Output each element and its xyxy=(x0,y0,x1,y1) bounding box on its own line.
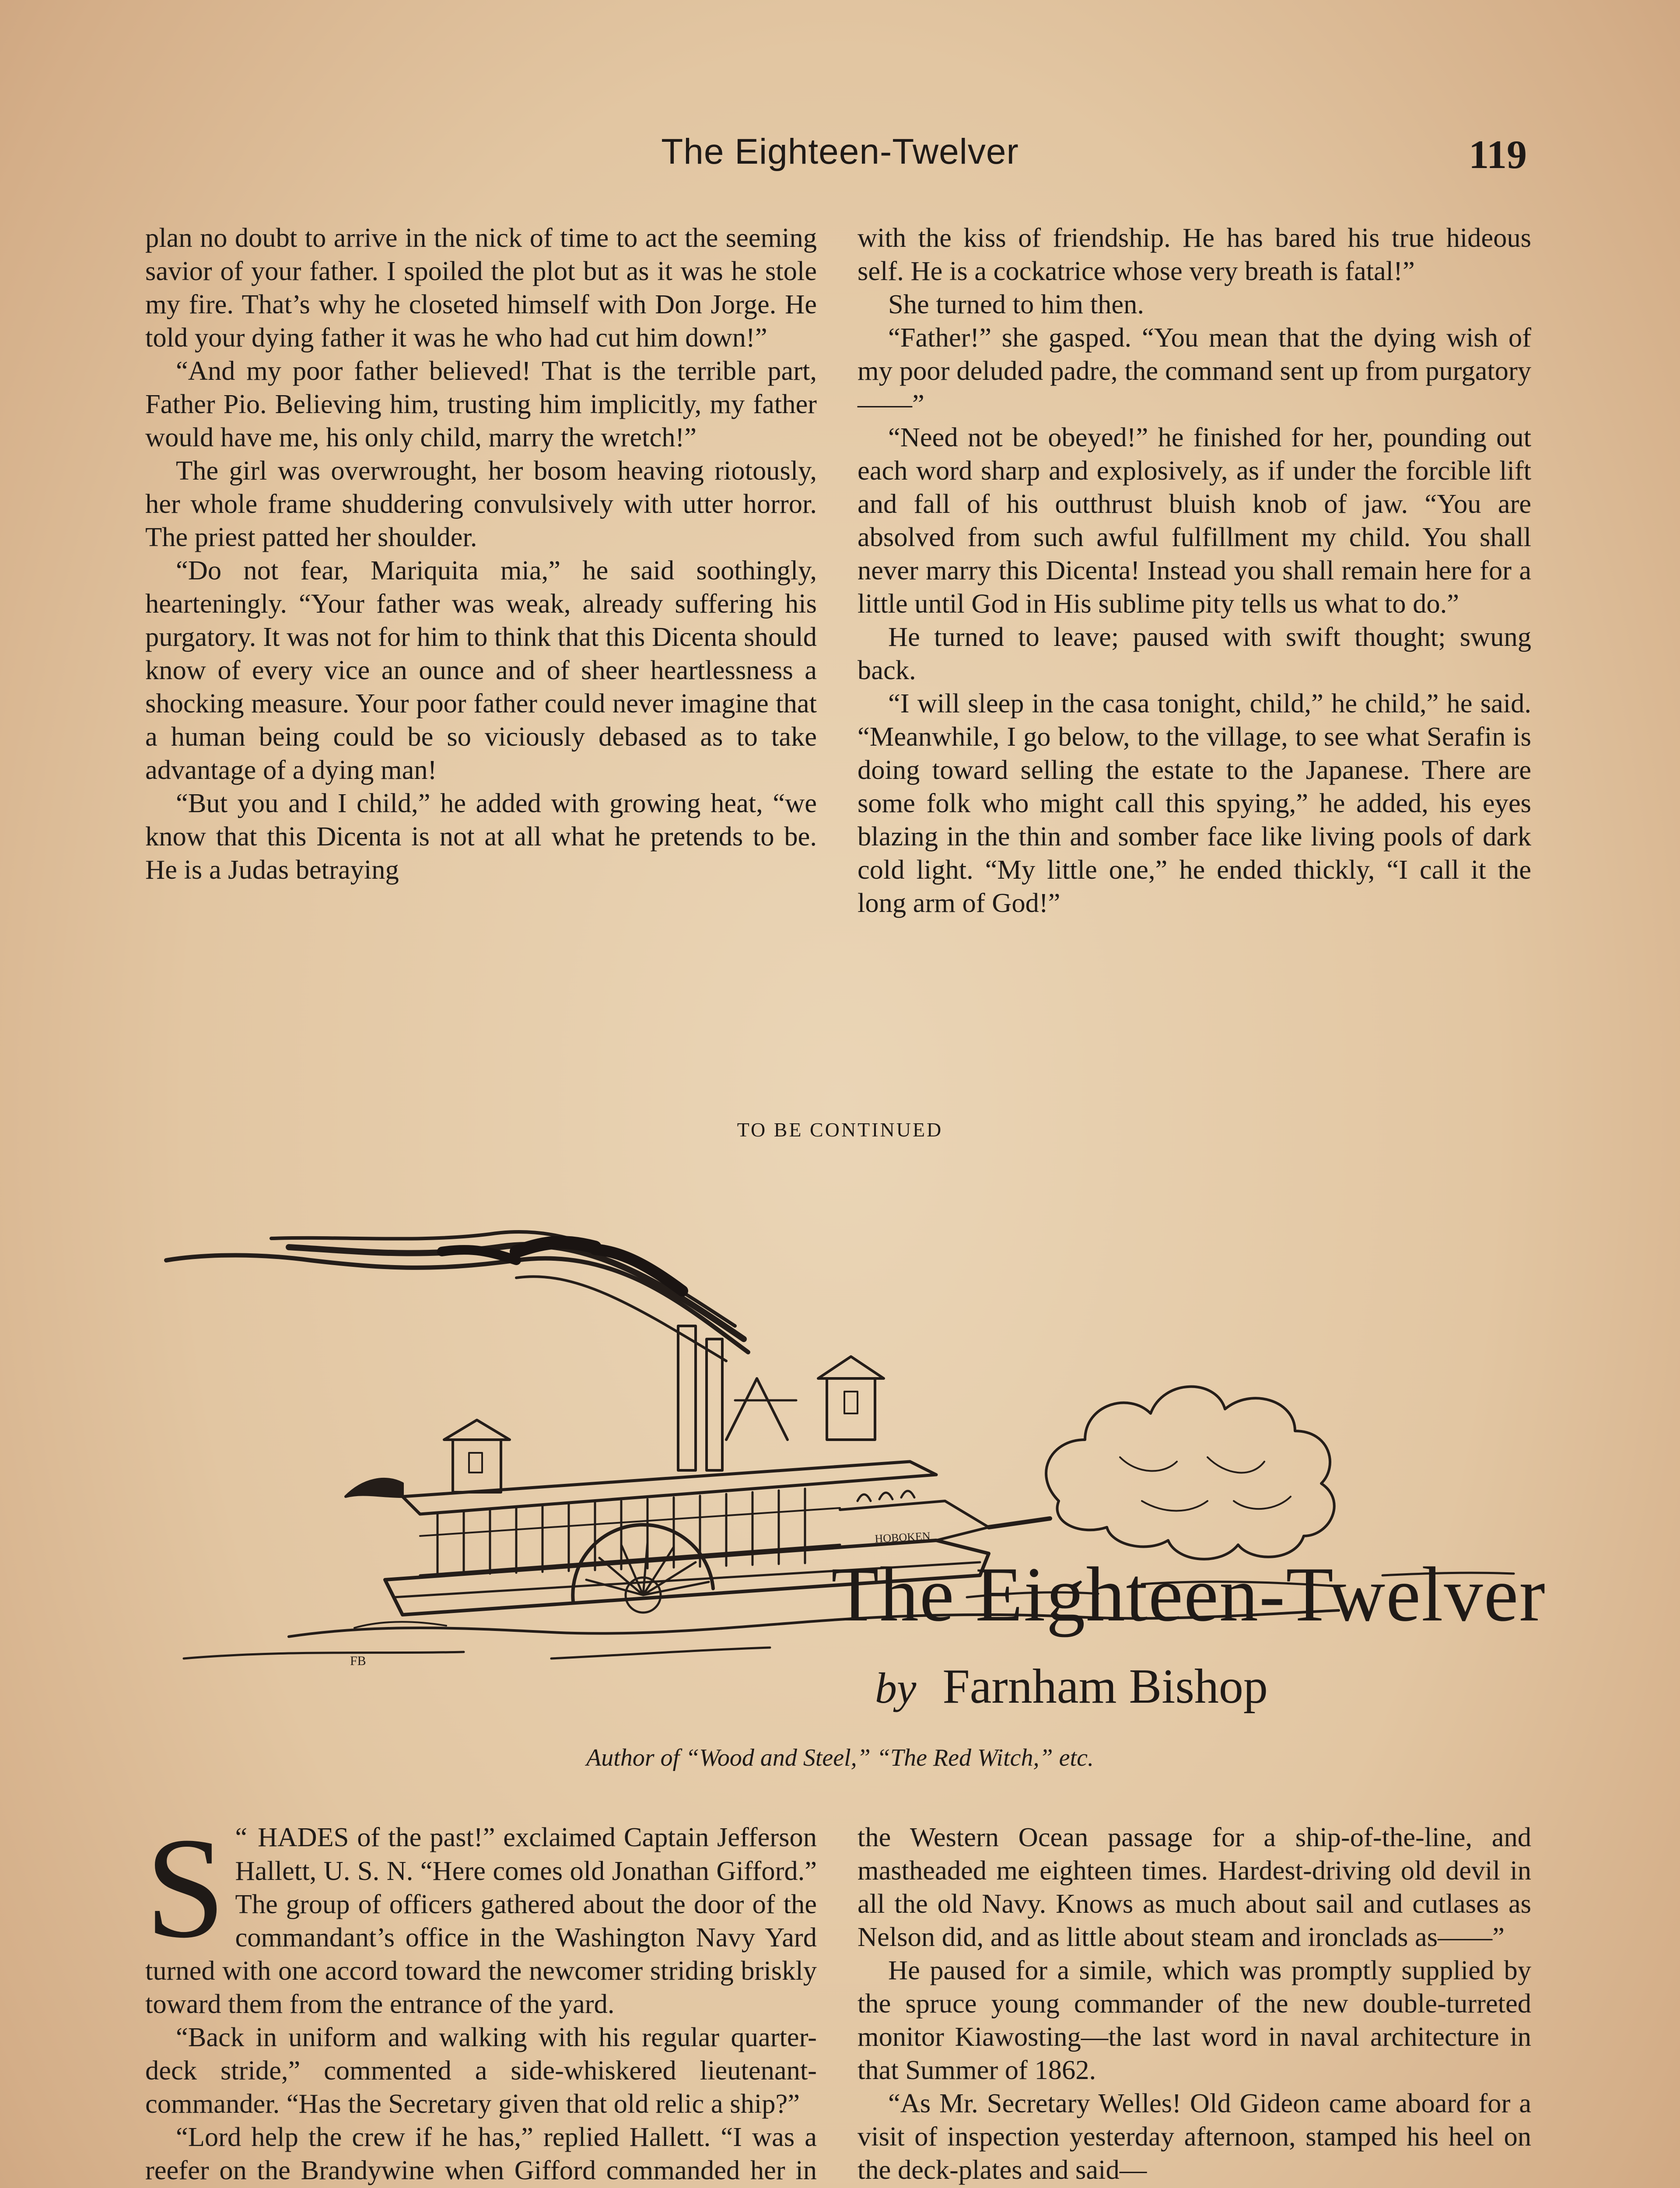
drop-cap: S xyxy=(145,1808,226,1968)
paragraph: “As Mr. Secretary Welles! Old Gideon came aboard for a visit of inspection yesterday afternoon, stamped his heel on the deck-plates and said— xyxy=(858,2088,1531,2185)
paragraph: HADES of the past!” exclaimed Captain Jefferson Hallett, U. S. N. “Here comes old Jonathan Gifford.” The group of officers gathered about the door of the commandant’s office in the Washington Navy Yard turned with one accord toward the newcomer striding briskly toward them from the entrance of the yard. xyxy=(145,1822,817,2019)
paragraph: “And my poor father believed! That is the terrible part, Father Pio. Believing him, trusting him implicitly, my father would have me, his only child, marry the wretch!” xyxy=(145,355,817,452)
to-be-continued: TO BE CONTINUED xyxy=(737,1119,943,1141)
byline xyxy=(875,1659,1268,1715)
cannon-smoke xyxy=(1046,1387,1334,1559)
author-note: Author of “Wood and Steel,” “The Red Witch,” etc. xyxy=(586,1744,1094,1771)
paragraph: the Western Ocean passage for a ship-of-the-line, and mastheaded me eighteen times. Hardest-driving old devil in all the old Navy. Knows as much about sail and cutlases as Nelson did, and as little about steam and ironclads as——” xyxy=(858,1822,1531,1952)
story-left-column xyxy=(145,1808,817,2188)
paragraph: She turned to him then. xyxy=(888,289,1144,319)
paragraph: “Need not be obeyed!” he finished for her, pounding out each word sharp and explosively, as if under the forcible lift and fall of his outthrust bluish knob of jaw. “You are absolved from such awful fulfillment my child. You shall never marry this Dicenta! Instead you shall remain here for a little until God in His sublime pity tells us what to do.” xyxy=(858,422,1531,619)
pilot-house xyxy=(827,1378,875,1440)
paragraph: “But you and I child,” he added with growing heat, “we know that this Dicenta is not at all what he pretends to be. He is a Judas betraying xyxy=(145,788,817,885)
previous-story-left-column xyxy=(145,221,817,886)
previous-story-right-column xyxy=(858,221,1531,919)
paragraph: “Back in uniform and walking with his regular quarter-deck stride,” commented a side-whiskered lieutenant-commander. “Has the Secretary given that old relic a ship?” xyxy=(145,2022,817,2119)
opening-quote: “ xyxy=(235,1823,248,1852)
smokestack xyxy=(678,1326,696,1470)
paragraph: “I will sleep in the casa tonight, child,” he child,” he said. “Meanwhile, I go below, to the village, to see what Serafin is doing toward selling the estate to the Japanese. There are some folk who might call this spying,” he added, his eyes blazing in the thin and somber face like living pools of dark cold light. “My little one,” he ended thickly, “I call it the long arm of God!” xyxy=(858,688,1531,918)
paragraph: He paused for a simile, which was promptly supplied by the spruce young commander of the new double-turreted monitor Kiawosting—the last word in naval architecture in that Summer of 1862. xyxy=(858,1955,1531,2085)
paddle-box-label: HOBOKEN xyxy=(874,1529,931,1545)
paragraph: “Do not fear, Mariquita mia,” he said soothingly, hearteningly. “Your father was weak, already suffering his purgatory. It was not for him to think that this Dicenta should know of every vice an ounce and of sheer heartlessness a shocking measure. Your poor father could never imagine that a human being could be so viciously debased as to take advantage of a dying man! xyxy=(145,555,817,785)
author-name: Farnham Bishop xyxy=(942,1659,1268,1714)
artist-mark: FB xyxy=(350,1654,366,1667)
story-title: The Eighteen-Twelver xyxy=(831,1551,1546,1637)
page-number: 119 xyxy=(1469,132,1527,177)
paragraph: with the kiss of friendship. He has bared his true hideous self. He is a cockatrice whose very breath is fatal!” xyxy=(858,222,1531,286)
paragraph: “Father!” she gasped. “You mean that the dying wish of my poor deluded padre, the command sent up from purgatory——” xyxy=(858,322,1531,419)
byline-by: by xyxy=(875,1664,917,1712)
paragraph: plan no doubt to arrive in the nick of time to act the seeming savior of your father. I spoiled the plot but as it was he stole my fire. That’s why he closeted himself with Don Jorge. He told your dying father it was he who had cut him down!” xyxy=(145,222,817,353)
paragraph: He turned to leave; paused with swift thought; swung back. xyxy=(858,621,1531,685)
page-header xyxy=(144,131,1536,193)
story-right-column xyxy=(858,1820,1531,2186)
running-title: The Eighteen-Twelver xyxy=(661,132,1019,172)
opening-paragraph xyxy=(145,1808,817,2020)
paragraph: The girl was overwrought, her bosom heaving riotously, her whole frame shuddering convulsively with utter horror. The priest patted her shoulder. xyxy=(145,455,817,552)
paragraph: “Lord help the crew if he has,” replied Hallett. “I was a reefer on the Brandywine when Gifford commanded her in xyxy=(145,2121,817,2185)
